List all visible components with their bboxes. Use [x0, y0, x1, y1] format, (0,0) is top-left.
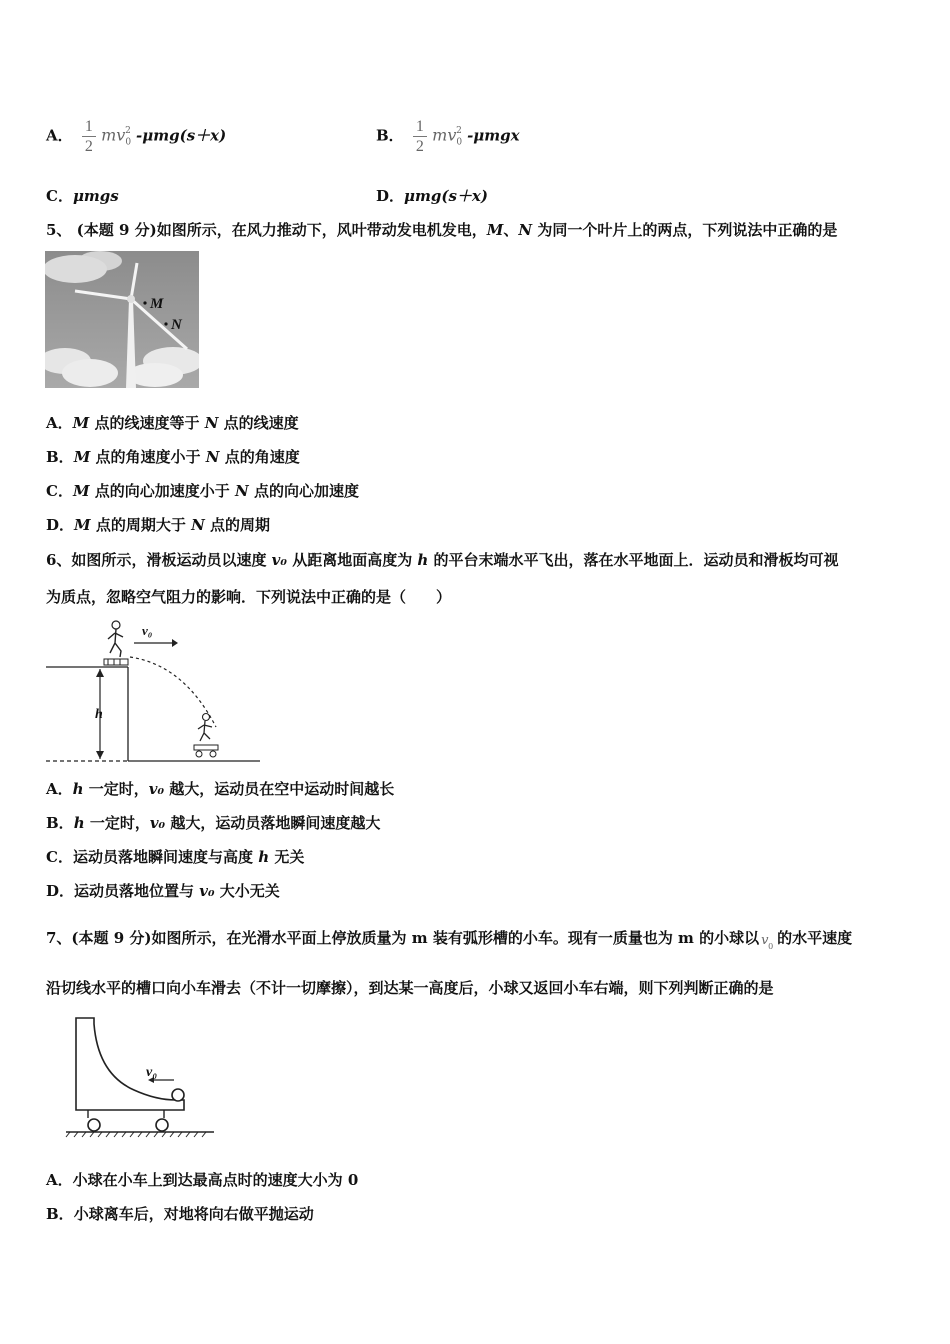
q6-stem-line2: 为质点，忽略空气阻力的影响．下列说法中正确的是（ ）	[46, 588, 452, 606]
q5-option-a: A．M 点的线速度等于 N 点的线速度	[46, 414, 299, 432]
q4-option-c: C．μmgs	[46, 187, 119, 205]
fraction-half: $\frac{1}{2}$	[413, 118, 427, 155]
q7-stem-line1: 7、(本题 9 分)如图所示，在光滑水平面上停放质量为 m 装有弧形槽的小车。现有一质量也为 m 的小球以 v 0 的水平速度	[46, 929, 853, 951]
skateboard-figure	[44, 617, 264, 767]
label-v0-cart: v₀	[146, 1065, 158, 1080]
q5-stem: 5、 (本题 9 分)如图所示，在风力推动下，风叶带动发电机发电，M、N 为同一个叶片上的两点，下列说法中正确的是	[46, 221, 838, 239]
q7-option-b: B．小球离车后，对地将向右做平抛运动	[46, 1205, 314, 1223]
q4-option-a: A． $\frac{1}{2} mv_0^2$ -μmg(s＋x)	[46, 118, 227, 155]
label-n: N	[171, 317, 182, 333]
q6-stem-line1: 6、如图所示，滑板运动员以速度 v₀ 从距离地面高度为 h 的平台末端水平飞出，落在水平地面上．运动员和滑板均可视	[46, 551, 839, 569]
label-v0: v₀	[142, 623, 153, 638]
wind-turbine-figure	[45, 251, 199, 388]
q6-option-a: A．h 一定时，v₀ 越大，运动员在空中运动时间越长	[46, 780, 395, 798]
q7-option-a: A．小球在小车上到达最高点时的速度大小为 0	[46, 1171, 359, 1189]
fraction-half: $\frac{1}{2}$	[82, 118, 96, 155]
q6-option-d: D．运动员落地位置与 v₀ 大小无关	[46, 882, 280, 900]
q7-stem-line2: 沿切线水平的槽口向小车滑去（不计一切摩擦），到达某一高度后，小球又返回小车右端，则下列判断正确的是	[46, 979, 774, 997]
q5-option-c: C．M 点的向心加速度小于 N 点的向心加速度	[46, 482, 359, 500]
label-m: M	[150, 296, 164, 312]
q6-option-b: B．h 一定时，v₀ 越大，运动员落地瞬间速度越大	[46, 814, 381, 832]
q6-option-c: C．运动员落地瞬间速度与高度 h 无关	[46, 848, 305, 866]
q4-option-d: D．μmg(s＋x)	[376, 187, 488, 205]
q4-option-b: B． $\frac{1}{2} mv_0^2$ -μmgx	[376, 118, 520, 155]
cart-figure	[64, 1014, 216, 1138]
label-h: h	[95, 707, 103, 722]
q5-option-d: D．M 点的周期大于 N 点的周期	[46, 516, 271, 534]
q5-option-b: B．M 点的角速度小于 N 点的角速度	[46, 448, 300, 466]
